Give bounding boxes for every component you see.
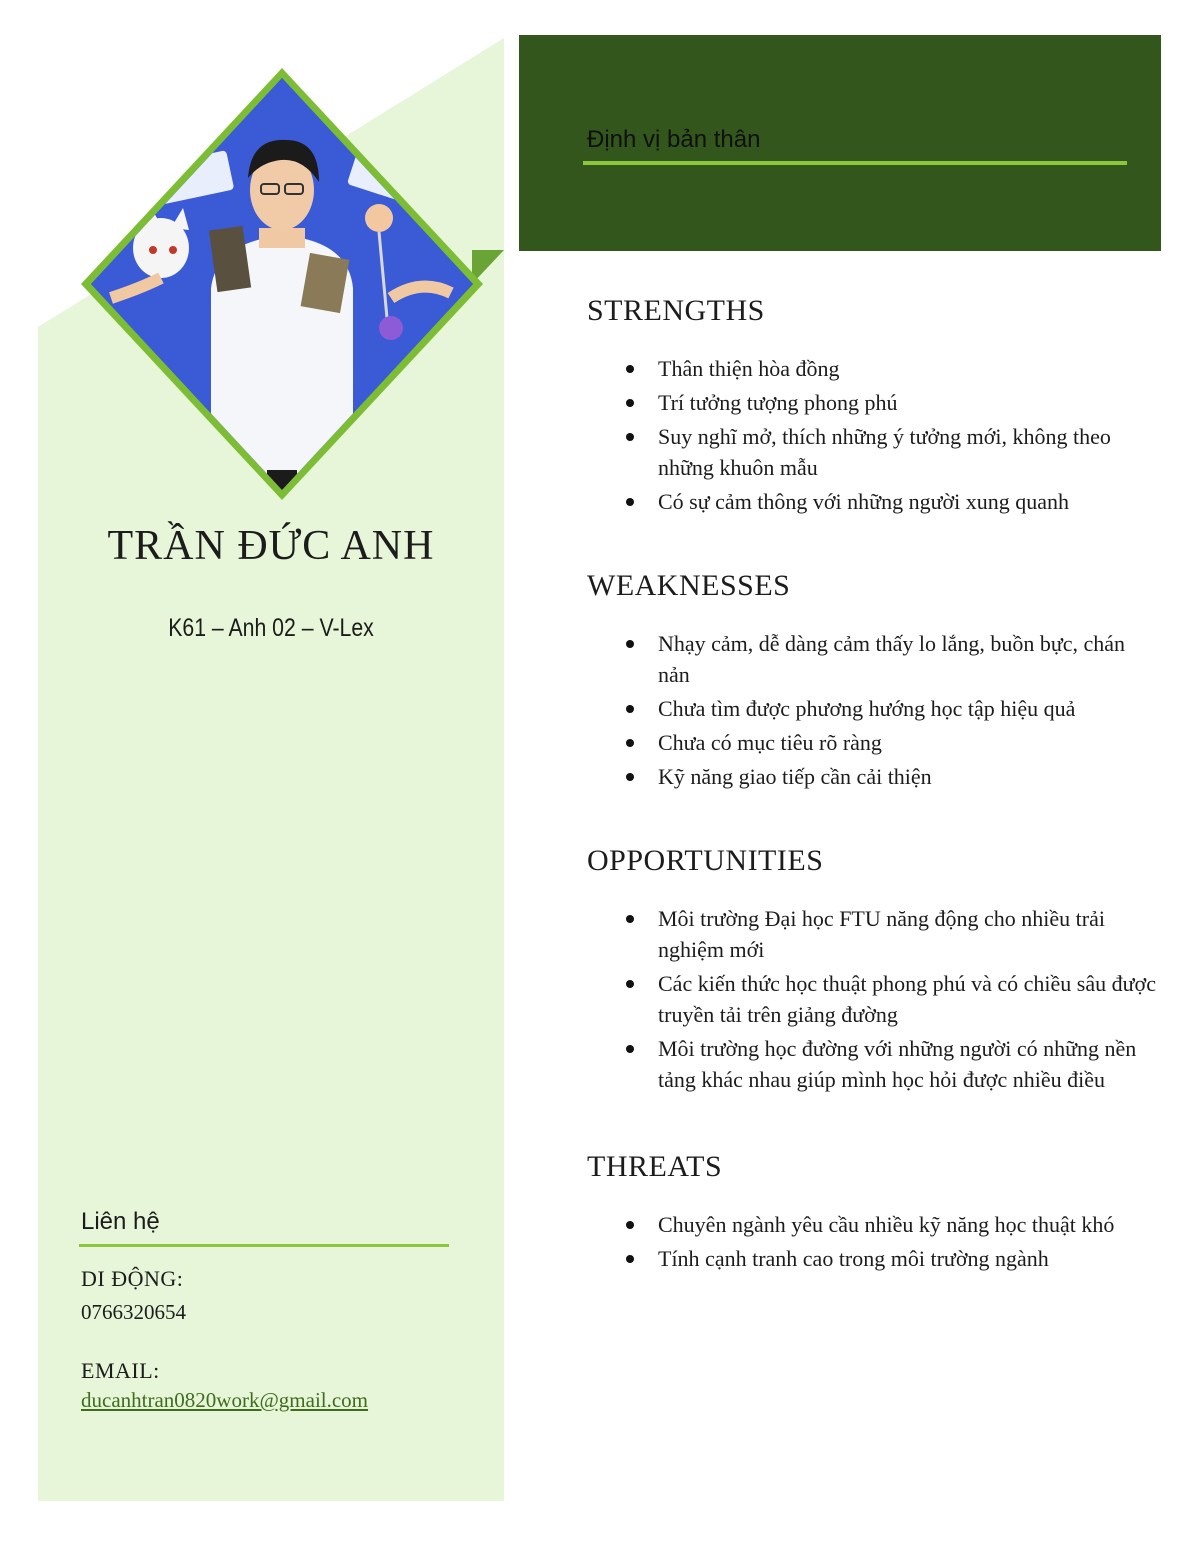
weaknesses-heading: WEAKNESSES bbox=[587, 569, 791, 602]
list-item: Nhạy cảm, dễ dàng cảm thấy lo lắng, buồn bực, chán nản bbox=[658, 628, 1158, 690]
list-item: Chưa có mục tiêu rõ ràng bbox=[658, 727, 1158, 758]
weaknesses-list bbox=[622, 628, 1158, 795]
phone-label: DI ĐỘNG: bbox=[81, 1266, 184, 1291]
list-item: Môi trường Đại học FTU năng động cho nhiều trải nghiệm mới bbox=[658, 903, 1158, 965]
list-item: Kỹ năng giao tiếp cần cải thiện bbox=[658, 761, 1158, 792]
email-link[interactable]: ducanhtran0820work@gmail.com bbox=[81, 1388, 369, 1412]
list-item: Chuyên ngành yêu cầu nhiều kỹ năng học thuật khó bbox=[658, 1209, 1158, 1240]
email-label: EMAIL: bbox=[81, 1358, 160, 1383]
candidate-name: TRẦN ĐỨC ANH bbox=[107, 523, 435, 569]
contact-heading: Liên hệ bbox=[81, 1208, 160, 1235]
threats-list bbox=[622, 1209, 1158, 1277]
header-divider bbox=[583, 161, 1127, 165]
header-title: Định vị bản thân bbox=[587, 126, 761, 153]
list-item: Suy nghĩ mở, thích những ý tưởng mới, không theo những khuôn mẫu bbox=[658, 421, 1158, 483]
contact-divider bbox=[79, 1244, 449, 1247]
threats-heading: THREATS bbox=[587, 1150, 723, 1183]
list-item: Chưa tìm được phương hướng học tập hiệu quả bbox=[658, 693, 1158, 724]
list-item: Môi trường học đường với những người có những nền tảng khác nhau giúp mình học hỏi được nhiều điều bbox=[658, 1033, 1158, 1095]
list-item: Tính cạnh tranh cao trong môi trường ngành bbox=[658, 1243, 1158, 1274]
list-item: Thân thiện hòa đồng bbox=[658, 353, 1158, 384]
candidate-subtitle: K61 – Anh 02 – V-Lex bbox=[168, 614, 374, 642]
list-item: Có sự cảm thông với những người xung quanh bbox=[658, 486, 1158, 517]
strengths-heading: STRENGTHS bbox=[587, 294, 765, 327]
phone-value: 0766320654 bbox=[81, 1300, 186, 1324]
strengths-list bbox=[622, 353, 1158, 520]
opportunities-list bbox=[622, 903, 1158, 1098]
list-item: Trí tưởng tượng phong phú bbox=[658, 387, 1158, 418]
email-value bbox=[81, 1388, 368, 1413]
opportunities-heading: OPPORTUNITIES bbox=[587, 844, 824, 877]
list-item: Các kiến thức học thuật phong phú và có chiều sâu được truyền tải trên giảng đường bbox=[658, 968, 1158, 1030]
